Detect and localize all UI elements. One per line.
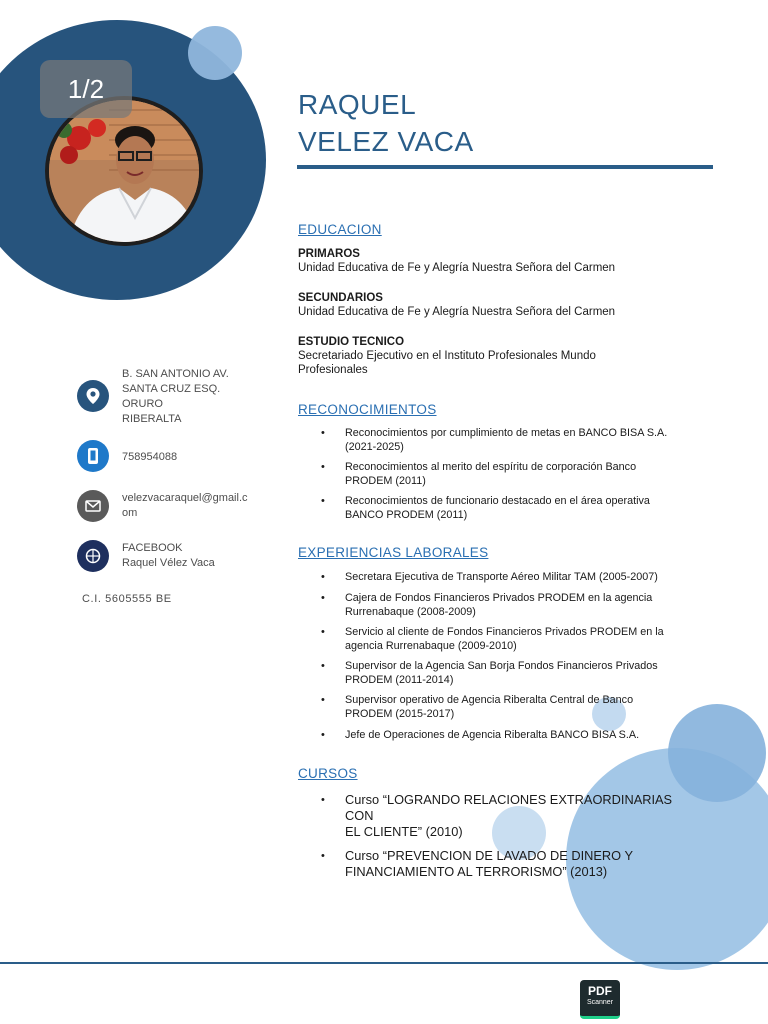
list-item: • Jefe de Operaciones de Agencia Riberalta BANCO BISA S.A.: [321, 729, 640, 741]
social-network: FACEBOOK: [122, 542, 183, 554]
education-level: PRIMAROS: [298, 248, 360, 260]
education-institution: Secretariado Ejecutivo en el Instituto Profesionales Mundo: [298, 350, 596, 362]
pdf-scanner-logo-text: PDF: [588, 984, 612, 998]
list-item: • Secretara Ejecutiva de Transporte Aéreo Militar TAM (2005-2007): [321, 571, 658, 583]
list-item: • Curso “LOGRANDO RELACIONES EXTRAORDINARIAS CON EL CLIENTE” (2010): [321, 792, 673, 839]
courses-list: [318, 792, 698, 880]
email-address: [122, 491, 248, 521]
pdf-scanner-logo-subtext: Scanner: [586, 999, 614, 1006]
address: [122, 367, 229, 427]
education-level: SECUNDARIOS: [298, 292, 383, 304]
education-institution: Unidad Educativa de Fe y Alegría Nuestra Señora del Carmen: [298, 262, 616, 274]
address-line: ORURO: [122, 398, 163, 410]
address-line: SANTA CRUZ ESQ.: [122, 383, 221, 395]
recognitions-list: [318, 426, 698, 522]
email-line: velezvacaraquel@gmail.c: [122, 492, 248, 504]
experience-list: [318, 570, 698, 742]
email-line: om: [122, 507, 138, 519]
education-item: [298, 247, 698, 275]
education-level: ESTUDIO TECNICO: [298, 336, 405, 348]
education-item: [298, 291, 698, 319]
list-item: • Reconocimientos por cumplimiento de metas en BANCO BISA S.A. (2021-2025): [321, 427, 668, 453]
education-institution: Profesionales: [298, 364, 368, 376]
phone-icon: [77, 440, 109, 472]
identity-card: C.I. 5605555 BE: [82, 593, 172, 605]
list-item: • Reconocimientos de funcionario destacado en el área operativa BANCO PRODEM (2011): [321, 495, 650, 521]
education-item: [298, 335, 698, 377]
education-title: EDUCACION: [298, 222, 382, 237]
address-line: B. SAN ANTONIO AV.: [122, 368, 229, 380]
recognitions-title: RECONOCIMIENTOS: [298, 402, 437, 417]
list-item: • Supervisor de la Agencia San Borja Fondos Financieros Privados PRODEM (2011-2014): [321, 660, 658, 686]
social-name: Raquel Vélez Vaca: [122, 557, 215, 569]
experience-title: EXPERIENCIAS LABORALES: [298, 545, 489, 560]
list-item: • Servicio al cliente de Fondos Financieros Privados PRODEM en la agencia Rurrenabaque (2009-2010): [321, 626, 664, 652]
courses-title: CURSOS: [298, 766, 358, 781]
name-divider: [297, 165, 713, 169]
address-line: RIBERALTA: [122, 413, 182, 425]
footer-divider: [0, 962, 768, 964]
social-profile: [122, 541, 215, 571]
pdf-scanner-logo[interactable]: [580, 980, 620, 1019]
list-item: • Curso “PREVENCION DE LAVADO DE DINERO Y FINANCIAMIENTO AL TERRORISMO” (2013): [321, 848, 633, 879]
first-name: RAQUEL: [298, 89, 417, 120]
web-icon: [77, 540, 109, 572]
full-name: [298, 86, 474, 160]
list-item: • Cajera de Fondos Financieros Privados PRODEM en la agencia Rurrenabaque (2008-2009): [321, 592, 653, 618]
last-name: VELEZ VACA: [298, 126, 474, 157]
page-indicator: 1/2: [40, 60, 132, 118]
decorative-circle-small: [188, 26, 242, 80]
envelope-icon: [77, 490, 109, 522]
education-institution: Unidad Educativa de Fe y Alegría Nuestra Señora del Carmen: [298, 306, 616, 318]
list-item: • Supervisor operativo de Agencia Riberalta Central de Banco PRODEM (2015-2017): [321, 694, 634, 720]
profile-photo: [45, 96, 203, 246]
phone-number: 758954088: [122, 451, 178, 463]
list-item: • Reconocimientos al merito del espíritu de corporación Banco PRODEM (2011): [321, 461, 637, 487]
location-pin-icon: [77, 380, 109, 412]
